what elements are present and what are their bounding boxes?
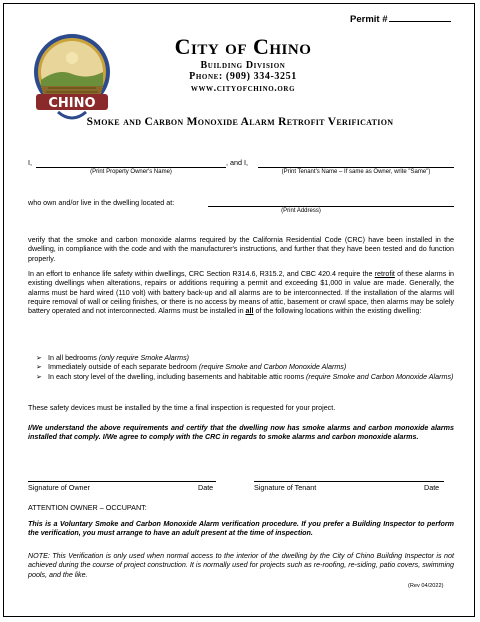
list-item: ➢ In all bedrooms (only require Smoke Alarms) [36,354,190,362]
location-list [36,354,456,382]
i-prefix: I, [28,158,32,167]
permit-label: Permit # [350,14,388,25]
tenant-name-caption: (Print Tenant's Name – If same as Owner, write "Same") [281,169,431,175]
attention-heading: ATTENTION OWNER – OCCUPANT: [28,503,147,512]
website: www.cityofchino.org [190,83,296,94]
dwelling-label: who own and/or live in the dwelling located at: [28,198,175,207]
owner-name-caption: (Print Property Owner's Name) [90,169,172,175]
final-inspection-note: These safety devices must be installed by the time a final inspection is requested for your project. [28,404,336,412]
phone-number: Phone: (909) 334-3251 [189,71,297,82]
permit-input-line[interactable] [389,12,451,22]
list-item: ➢ Immediately outside of each separate bedroom (require Smoke and Carbon Monoxide Alarms) [36,363,347,372]
arrow-bullet-icon: ➢ [36,363,42,372]
and-i-label: , and I, [226,158,248,167]
city-name: City of Chino [174,34,312,59]
permit-field [350,12,451,25]
logo-text: CHINO [48,96,96,111]
list-item: ➢ In each story level of the dwelling, including basements and habitable attic rooms (require Smoke and Carbon Monoxide Alarms) [36,372,454,381]
division-name: Building Division [200,60,286,71]
tenant-signature-line[interactable] [254,481,444,482]
address-caption: (Print Address) [281,208,321,214]
owner-signature-label: Signature of Owner [28,483,90,492]
address-line[interactable] [208,206,454,207]
verify-paragraph: verify that the smoke and carbon monoxide alarms required by the California Residential Code (CRC) have been installed in the dwelling, in compliance with the code and with the manufacturer's instructions, and further that they have been tested and do function properly. [28,236,454,263]
tenant-signature-label: Signature of Tenant [254,483,317,492]
tenant-name-line[interactable] [258,167,454,168]
owner-signature-line[interactable] [28,481,216,482]
access-note: NOTE: This Verification is only used when normal access to the interior of the dwelling by the City of Chino Building Inspector is not achieved during the course of project construction. It is normally used for projects such as re-roofing, re-siding, patio covers, swimming pools, and the like. [28,552,454,579]
all-emphasis: all [245,307,254,316]
revision-label: (Rev 04/2022) [408,583,444,589]
retrofit-emphasis: retrofit [374,270,395,278]
owner-name-line[interactable] [36,167,226,168]
certification-statement: I/We understand the above requirements and certify that the dwelling now has smoke alarms and carbon monoxide alarms installed that comply. I/We agree to comply with the CRC in regards to smoke alarms and carbon monoxide alarms. [28,424,454,442]
voluntary-statement: This is a Voluntary Smoke and Carbon Monoxide Alarm verification procedure. If you prefer a Building Inspector to perform the verification, you must arrange to have an adult present at the time of inspection. [28,520,454,538]
requirement-paragraph: In an effort to enhance life safety within dwellings, CRC Section R314.6, R315.2, and CBC 420.4 require the retrofit of these alarms in existing dwellings when alterations, repairs or additions requiring a permit and exceeding $1,000 in value are made. Generally, the alarms must be hard wired (110 volt) with battery back-up and all alarms are to be interconnected. If the installation of the alarms will require removal of wall or ceiling finishes, or there is no access by means of attic, basement or crawl space, then alarms may be solely battery operated and not interconnected. Alarms must be installed in all of the following locations within the existing dwelling: [28,270,455,316]
arrow-bullet-icon: ➢ [36,372,42,381]
tenant-date-label: Date [424,483,440,492]
form-title: Smoke and Carbon Monoxide Alarm Retrofit Verification [86,116,394,128]
owner-date-label: Date [198,483,214,492]
arrow-bullet-icon: ➢ [36,354,42,362]
